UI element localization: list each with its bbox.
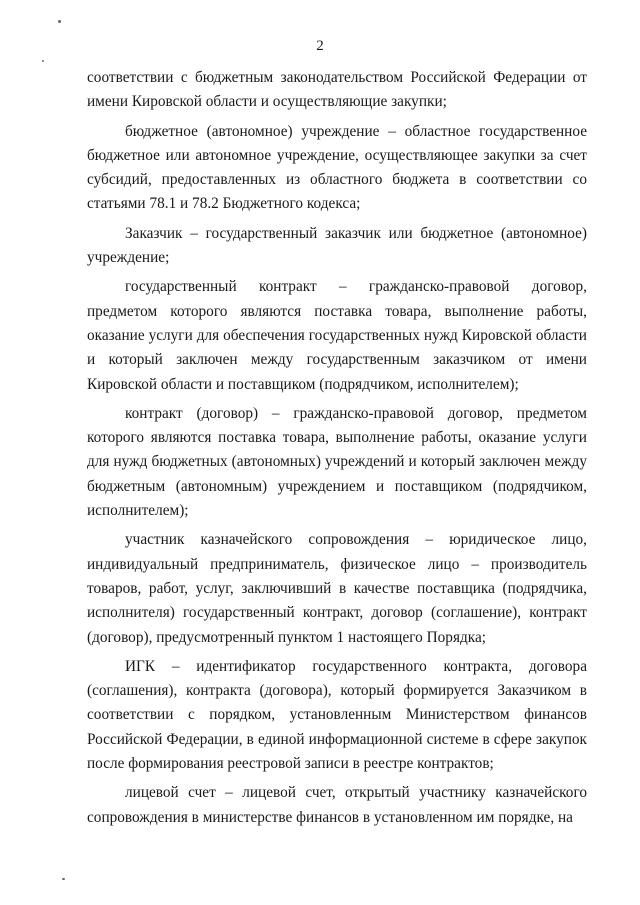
scan-speck [62, 878, 65, 880]
scan-speck [58, 20, 61, 23]
document-body [87, 66, 587, 835]
paragraph: ИГК – идентификатор государственного контракта, договора (соглашения), контракта (договора), который формируется Заказчиком в соответствии с порядком, установленным Министерством финансов Российской Федерации, в единой информационной системе в сфере закупок после формирования реестровой записи в реестре контрактов; [87, 657, 587, 773]
paragraph: Заказчик – государственный заказчик или бюджетное (автономное) учреждение; [87, 224, 587, 267]
paragraph: участник казначейского сопровождения – юридическое лицо, индивидуальный предприниматель, физическое лицо – производитель товаров, работ, услуг, заключивший в качестве поставщика (подрядчика, исполнителя) государственный контракт, договор (соглашение), контракт (договор), предусмотренный пунктом 1 настоящего Порядка; [87, 531, 587, 646]
paragraph: бюджетное (автономное) учреждение – областное государственное бюджетное или автономное учреждение, осуществляющее закупки за счет субсидий, предоставленных из областного бюджета в соответствии со статьями 78.1 и 78.2 Бюджетного кодекса; [87, 122, 587, 213]
paragraph: контракт (договор) – гражданско-правовой договор, предметом которого являются поставка товара, выполнение работы, оказание услуги для нужд бюджетных (автономных) учреждений и который заключен между бюджетным (автономным) учреждением и поставщиком (подрядчиком, исполнителем); [87, 404, 587, 520]
page-number: 2 [316, 38, 324, 54]
paragraph: лицевой счет – лицевой счет, открытый участнику казначейского сопровождения в министерстве финансов в установленном им порядке, на [87, 784, 587, 826]
scan-speck [42, 60, 44, 62]
paragraph: государственный контракт – гражданско-правовой договор, предметом которого являются поставка товара, выполнение работы, оказание услуги для обеспечения государственных нужд Кировской области и который заключен между государственным заказчиком от имени Кировской области и поставщиком (подрядчиком, исполнителем); [87, 278, 587, 393]
paragraph: соответствии с бюджетным законодательством Российской Федерации от имени Кировской области и осуществляющие закупки; [87, 69, 587, 111]
